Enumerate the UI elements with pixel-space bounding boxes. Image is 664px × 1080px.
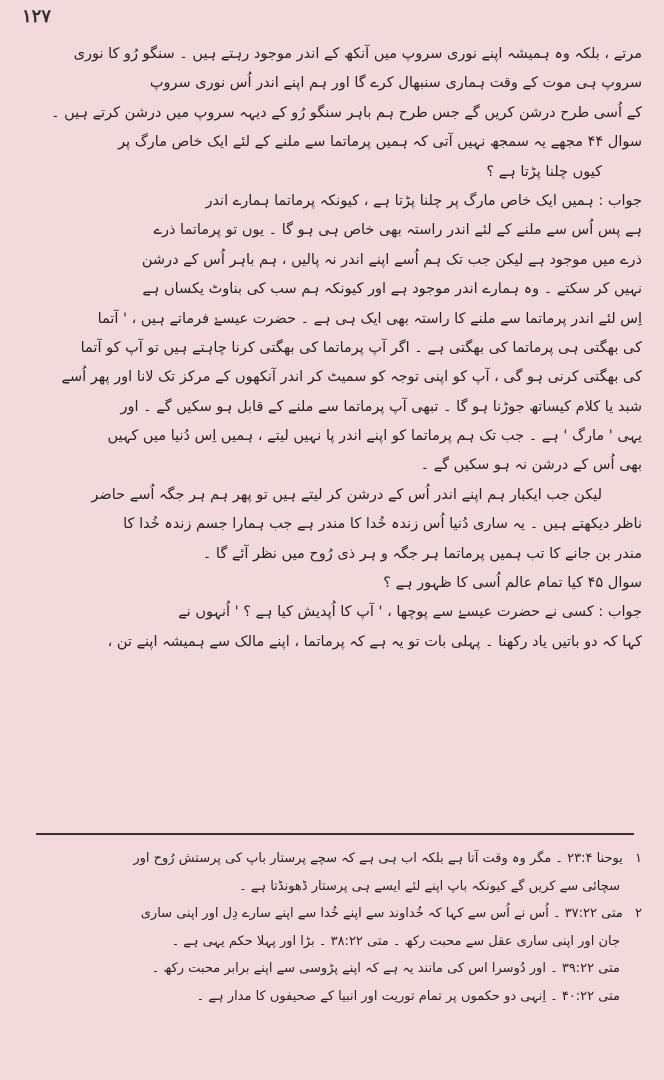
footnote-line (26, 845, 642, 873)
body-line: کی بھگتی ہی پرماتما کی بھگتی ہے ۔ اگر آپ پرماتما کی بھگتی کرنا چاہتے ہیں تو آپ کو آتما (80, 339, 642, 356)
footnote-number: ۲ (635, 906, 642, 921)
page-body (26, 40, 642, 657)
body-line: اِس لئے اندر پرماتما سے ملنے کا راستہ بھی ایک ہی ہے ۔ حضرت عیسےٰ فرماتے ہیں ، ' آتما (97, 310, 642, 327)
footnotes (26, 845, 642, 1010)
body-line: بھی اُس کے درشن نہ ہو سکیں گے ۔ (420, 457, 642, 474)
body-line: ناظر دیکھتے ہیں ۔ یہ ساری دُنیا اُس زندہ خُدا کا مندر ہے جب ہمارا جسم زندہ خُدا کا (123, 516, 642, 533)
body-line: شبد یا کلام کیساتھ جوڑنا ہو گا ۔ تبھی آپ پرماتما سے ملنے کے قابل ہو سکیں گے ۔ اور (120, 398, 642, 415)
question-45-line: سوال ۴۴ مجھے یہ سمجھ نہیں آتی کہ ہمیں پرماتما سے ملنے کے لئے ایک خاص مارگ پر (118, 134, 642, 151)
body-line: کے اُسی طرح درشن کریں گے جس طرح ہم باہر سنگو رُو کے دیہہ سروپ میں درشن کرتے ہیں ۔ (51, 104, 642, 121)
body-line: مندر بن جانے کا تب ہمیں پرماتما ہر جگہ و ہر ذی رُوح میں نظر آئے گا ۔ (202, 545, 642, 562)
footnote-divider (36, 833, 634, 835)
footnote-text: سچائی سے کریں گے کیونکہ باپ اپنے لئے ایسے ہی پرستار ڈھونڈتا ہے ۔ (239, 878, 620, 894)
question-45-line: سوال ۴۵ کیا تمام عالم اُسی کا ظہور ہے ؟ (383, 575, 642, 592)
body-line: مرتے ، بلکہ وہ ہمیشہ اپنے نوری سروپ میں آنکھ کے اندر موجود رہتے ہیں ۔ سنگو رُو کا نوری (73, 46, 642, 62)
body-line: ہے پس اُس سے ملنے کے لئے اندر راستہ بھی خاص ہی ہو گا ۔ یوں تو پرماتما ذرے (153, 222, 642, 239)
body-line: نہیں کر سکتے ۔ وہ ہمارے اندر موجود ہے اور کیونکہ ہم سب کی بناوٹ یکساں ہے (142, 281, 642, 298)
footnote-text: یوحنا ۲۳:۴ ۔ مگر وہ وقت آتا ہے بلکہ اب ہی ہے کہ سچے پرستار باپ کی پرستش رُوح اور (133, 851, 623, 866)
body-line: کیوں چلنا پڑتا ہے ؟ (486, 163, 602, 180)
footnote-text: متی ۴۰:۲۲ ۔ اِنہی دو حکموں پر تمام توریت اور انبیا کے صحیفوں کا مدار ہے ۔ (196, 988, 620, 1004)
footnote-line (26, 955, 642, 983)
answer-line: جواب : کسی نے حضرت عیسےٰ سے پوچھا ، ' آپ کا اُپدیش کیا ہے ؟ ' اُنہوں نے (178, 604, 642, 621)
footnote-line (26, 983, 642, 1011)
body-line: سروپ ہی موت کے وقت ہماری سنبھال کرے گا اور ہم اپنے اندر اُس نوری سروپ (149, 75, 642, 92)
footnote-line (26, 900, 642, 928)
footnote-line (26, 873, 642, 901)
paragraph-line: لیکن جب ایکبار ہم اپنے اندر اُس کے درشن کر لیتے ہیں تو پھر ہم ہر جگہ اُسے حاضر (91, 486, 602, 503)
footnote-text: متی ۳۹:۲۲ ۔ اور دُوسرا اس کی مانند یہ ہے کہ اپنے پڑوسی سے اپنے برابر محبت رکھ ۔ (151, 961, 620, 976)
body-line: کہا کہ دو باتیں یاد رکھنا ۔ پہلی بات تو یہ ہے کہ پرماتما ، اپنے مالک سے ہمیشہ اپنے تن ، (107, 633, 642, 650)
body-line: یہی ' مارگ ' ہے ۔ جب تک ہم پرماتما کو اپنے اندر پا نہیں لیتے ، ہمیں اِس دُنیا میں کہیں (107, 428, 642, 445)
footnote-number: ۱ (635, 851, 642, 866)
footnote-text: متی ۳۷:۲۲ ۔ اُس نے اُس سے کہا کہ خُداوند سے اپنے خُدا سے اپنے سارے دِل اور اپنی ساری (140, 906, 623, 921)
answer-line: جواب : ہمیں ایک خاص مارگ پر چلنا پڑتا ہے ، کیونکہ پرماتما ہمارے اندر (205, 192, 642, 209)
footnote-text: جان اور اپنی ساری عقل سے محبت رکھ ۔ متی ۳۸:۲۲ ۔ بڑا اور پہلا حکم یہی ہے ۔ (171, 933, 620, 949)
body-line: کی بھگتی کرنی ہو گی ، آپ کو اپنی توجہ کو سمیٹ کر اندر آنکھوں کے مرکز تک لانا اور پھر اُسے (61, 369, 642, 386)
body-line: ذرے میں موجود ہے لیکن جب تک ہم اُسے اپنے اندر نہ پالیں ، ہم باہر اُس کے درشن (141, 251, 642, 268)
footnote-line (26, 928, 642, 956)
page-number: ۱۲۷ (22, 6, 52, 27)
